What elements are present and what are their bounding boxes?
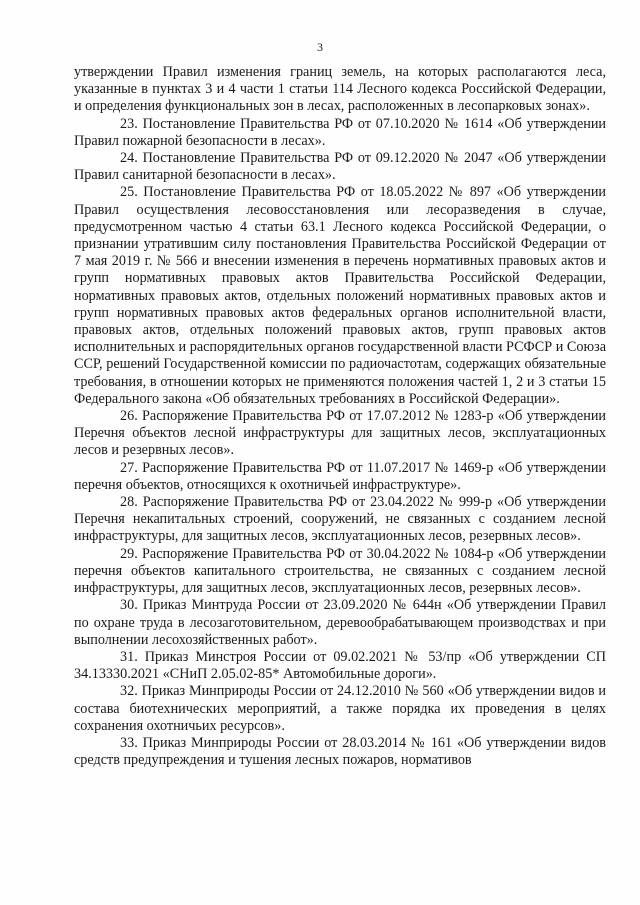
item-number: 25.	[120, 184, 138, 201]
list-item-23	[74, 116, 606, 150]
item-number: 31.	[120, 648, 138, 665]
list-item-28	[74, 494, 606, 546]
item-text: Распоряжение Правительства РФ от 30.04.2022 № 1084-р «Об утверждении перечня объектов капитального строительства, не связанных с созданием лесной инфраструктуры, для защитных лесов, эксплуатационных лесов, резервных лесов».	[74, 545, 607, 597]
list-item-26	[74, 408, 606, 460]
item-text: Распоряжение Правительства РФ от 23.04.2022 № 999-р «Об утверждении Перечня некапитальных строений, сооружений, не связанных с созданием лесной инфраструктуры, для защитных лесов, эксплуатационных лесов, резервных лесов».	[74, 494, 606, 545]
list-item-33	[74, 735, 606, 769]
document-body	[74, 64, 606, 769]
item-text: Постановление Правительства РФ от 07.10.2020 № 1614 «Об утверждении Правил пожарной безопасности в лесах».	[74, 115, 607, 149]
item-number: 33.	[120, 734, 138, 751]
list-item-29	[74, 546, 606, 598]
item-text: Постановление Правительства РФ от 18.05.2022 № 897 «Об утверждении Правил осуществления лесовосстановления или лесоразведения в случае, предусмотренном частью 4 статьи 63.1 Лесного кодекса Российской Федерации, о признании утратившим силу постановления Правительства Российской Федерации от 7 мая 2019 г. № 566 и внесении изменения в перечень нормативных правовых актов и групп нормативных правовых актов Правительства Российской Федерации, нормативных правовых актов, отдельных положений нормативных правовых актов и групп нормативных правовых актов федеральных органов исполнительной власти, правовых актов, отдельных положений правовых актов, групп правовых актов исполнительных и распорядительных органов государственной власти РСФСР и Союза ССР, решений Государственной комиссии по радиочастотам, содержащих обязательные требования, в отношении которых не применяются положения частей 1, 2 и 3 статьи 15 Федерального закона «Об обязательных требованиях в Российской Федерации».	[74, 184, 607, 407]
list-item-24	[74, 150, 606, 184]
item-number: 32.	[120, 683, 138, 700]
continuation-paragraph: утверждении Правил изменения границ земель, на которых располагаются леса, указанные в пунктах 3 и 4 части 1 статьи 114 Лесного кодекса Российской Федерации, и определения функциональных зон в лесах, расположенных в лесопарковых зонах».	[74, 64, 606, 115]
item-number: 24.	[120, 150, 138, 167]
item-text: Приказ Минприроды России от 28.03.2014 № 161 «Об утверждении видов средств предупреждения и тушения лесных пожаров, нормативов	[74, 734, 606, 769]
item-text: Приказ Минстроя России от 09.02.2021 № 53/пр «Об утверждении СП 34.13330.2021 «СНиП 2.05.02-85* Автомобильные дороги».	[74, 648, 606, 683]
item-text: Постановление Правительства РФ от 09.12.2020 № 2047 «Об утверждении Правил санитарной безопасности в лесах».	[74, 150, 607, 184]
list-item-31	[74, 649, 606, 683]
list-item-30	[74, 597, 606, 649]
item-text: Распоряжение Правительства РФ от 11.07.2017 № 1469-р «Об утверждении перечня объектов, относящихся к охотничьей инфраструктуре».	[74, 459, 606, 493]
item-number: 26.	[120, 408, 138, 425]
list-item-27	[74, 460, 606, 494]
item-text: Распоряжение Правительства РФ от 17.07.2012 № 1283-р «Об утверждении Перечня объектов лесной инфраструктуры для защитных лесов, эксплуатационных лесов и резервных лесов».	[74, 408, 607, 459]
item-number: 28.	[120, 494, 138, 511]
page-number: 3	[317, 40, 323, 54]
item-number: 30.	[120, 597, 138, 614]
list-item-25	[74, 184, 606, 408]
item-number: 27.	[120, 459, 138, 476]
item-number: 29.	[120, 545, 138, 562]
list-item-32	[74, 683, 606, 735]
item-text: Приказ Минтруда России от 23.09.2020 № 644н «Об утверждении Правил по охране труда в лесозаготовительном, деревообрабатывающем производствах и при выполнении лесохозяйственных работ».	[74, 597, 606, 648]
item-text: Приказ Минприроды России от 24.12.2010 № 560 «Об утверждении видов и состава биотехнических мероприятий, а также порядка их проведения в целях сохранения охотничьих ресурсов».	[74, 683, 606, 734]
item-number: 23.	[120, 115, 138, 132]
